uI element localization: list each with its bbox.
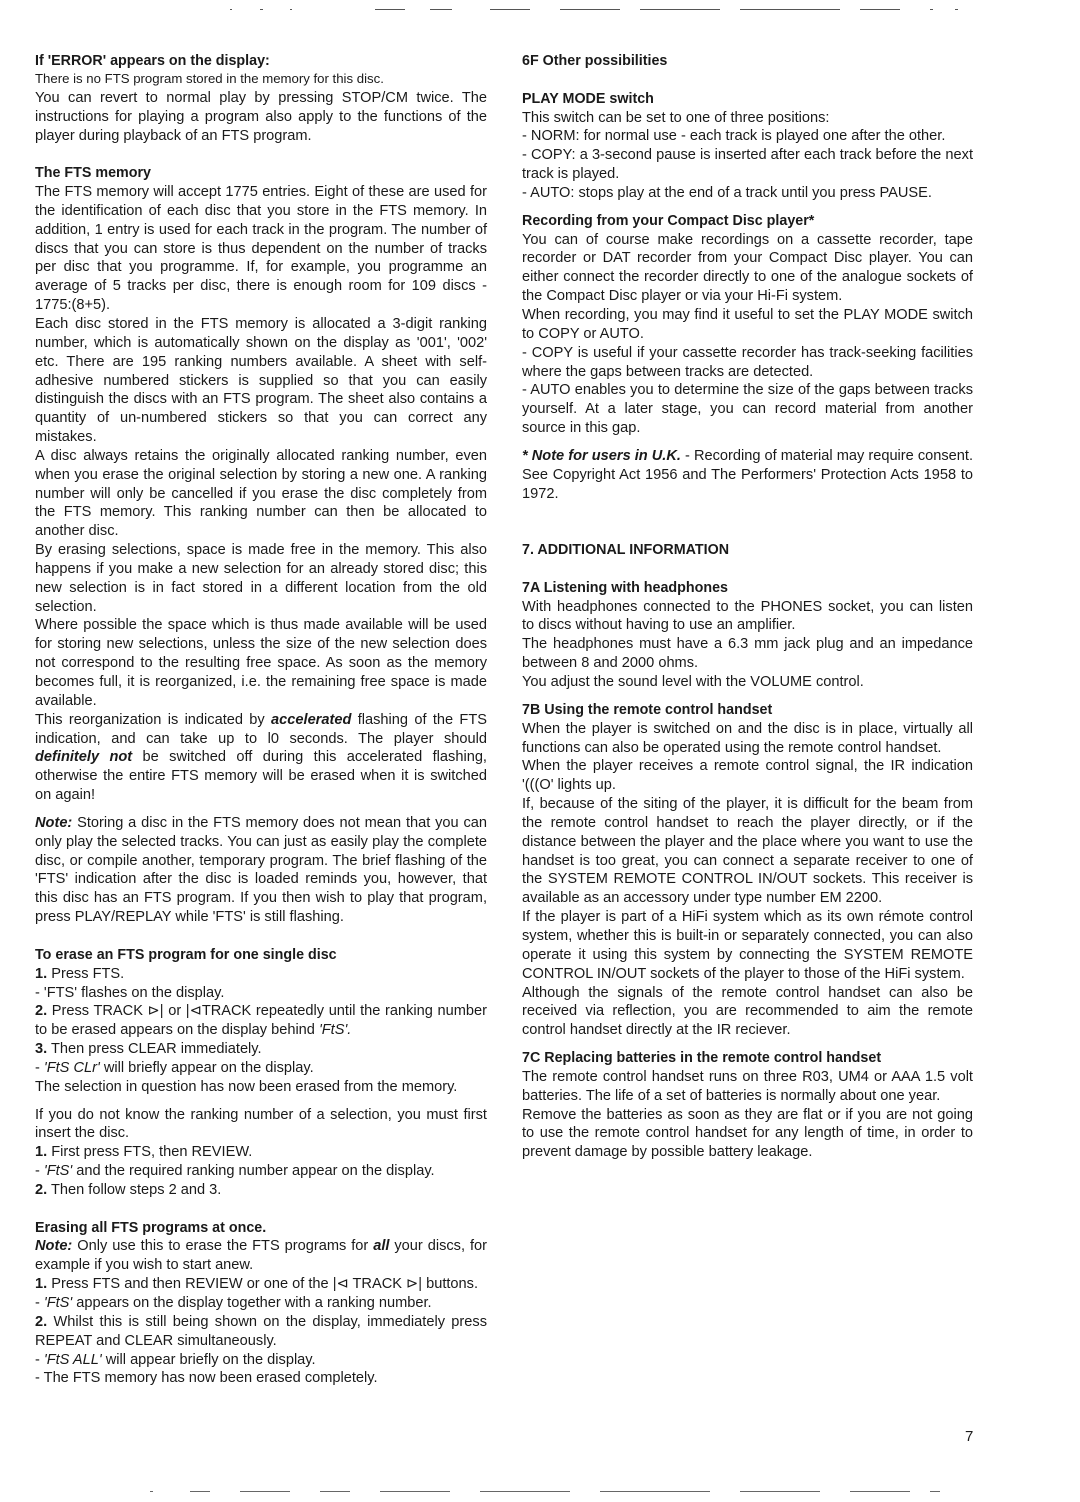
section-7b-heading: 7B Using the remote control handset (522, 701, 773, 718)
recording-paragraph-4: - AUTO enables you to determine the size of the gaps between tracks yourself. At a later stage, you can record material from another source in this gap. (522, 382, 973, 437)
remote-paragraph-4: If the player is part of a HiFi system which as its own rémote control system, whether this is built-in or separately connected, you can also operate it using this system by connecting the SYSTEM REMOTE CONTROL IN/OUT sockets of the player to those of the HiFi system. (522, 909, 973, 982)
memory-paragraph-4: By erasing selections, space is made free in the memory. This also happens if you make a new selection for an already stored disc; this new selection is in fact stored in a different location from the old selection. (35, 542, 487, 615)
right-column (522, 52, 973, 1162)
headphones-paragraph-1: With headphones connected to the PHONES socket, you can listen to discs without having to use an amplifier. (522, 598, 973, 634)
play-mode-intro: This switch can be set to one of three positions: (522, 109, 830, 126)
erase-all-step-1-sub: - 'FtS' appears on the display together with a ranking number. (35, 1295, 432, 1311)
erase-done: The selection in question has now been erased from the memory. (35, 1078, 458, 1095)
erase-step-2: 2. Press TRACK ⊳| or |⊲TRACK repeatedly until the ranking number to be erased appears on the display behind 'FtS'. (35, 1003, 487, 1039)
erase-all-note: Note: Only use this to erase the FTS programs for all your discs, for example if you wish to start anew. (35, 1238, 487, 1274)
recording-paragraph-2: When recording, you may find it useful to set the PLAY MODE switch to COPY or AUTO. (522, 306, 973, 342)
section-6f-heading: 6F Other possibilities (522, 53, 668, 69)
play-mode-heading: PLAY MODE switch (522, 90, 654, 107)
scan-artifact-top (230, 8, 970, 11)
headphones-paragraph-2: The headphones must have a 6.3 mm jack plug and an impedance between 8 and 2000 ohms. (522, 636, 973, 672)
unknown-step-2: 2. Then follow steps 2 and 3. (35, 1181, 222, 1198)
note-paragraph: Note: Storing a disc in the FTS memory does not mean that you can only play the selected tracks. You can just as easily play the complete disc, or compile another, temporary program. The brief flashing of the 'FTS' indication after the disc is loaded reminds you, however, that this disc has an FTS program. If you then wish to play that program, press PLAY/REPLAY while 'FTS' is still flashing. (35, 814, 487, 926)
erase-step-1-sub: - 'FTS' flashes on the display. (35, 984, 225, 1001)
fts-memory-heading: The FTS memory (35, 165, 151, 182)
remote-paragraph-2: When the player receives a remote control signal, the IR indication '(((O' lights up. (522, 758, 973, 794)
memory-paragraph-2: Each disc stored in the FTS memory is allocated a 3-digit ranking number, which is automatically shown on the display as '001', '002' etc. There are 195 ranking numbers available. A sheet with self-adhesive numbered stickers is supplied so that you can easily distinguish the discs with an FTS program. The sheet also contains a quantity of un-numbered stickers so that you can correct any mistakes. (35, 315, 487, 446)
section-7a-heading: 7A Listening with headphones (522, 579, 728, 596)
unknown-ranking-paragraph: If you do not know the ranking number of a selection, you must first insert the disc. (35, 1106, 487, 1142)
scan-artifact-bottom (150, 1490, 950, 1493)
recording-heading: Recording from your Compact Disc player* (522, 212, 815, 229)
unknown-step-1-sub: - 'FtS' and the required ranking number appear on the display. (35, 1163, 435, 1180)
page-number: 7 (965, 1428, 974, 1445)
memory-paragraph-1: The FTS memory will accept 1775 entries. Eight of these are used for the identification of each disc that you store in the FTS memory. In addition, 1 entry is used for each track in the program. The number of discs that you can store is thus dependent on the number of tracks per disc that you programme. If, for example, you programme an average of 5 tracks per disc, there is enough room for 109 discs - 1775:(8+5). (35, 184, 487, 314)
batteries-paragraph-1: The remote control handset runs on three R03, UM4 or AAA 1.5 volt batteries. The life of a set of batteries is normally about one year. (522, 1068, 973, 1104)
erase-all-step-2: 2. Whilst this is still being shown on the display, immediately press REPEAT and CLEAR simultaneously. (35, 1313, 487, 1349)
erase-step-1: 1. Press FTS. (35, 965, 125, 982)
error-subtext: There is no FTS program stored in the memory for this disc. (35, 70, 384, 86)
recording-paragraph-1: You can of course make recordings on a cassette recorder, tape recorder or DAT recorder from your Compact Disc player. You can either connect the recorder directly to one of the analogue sockets of the Compact Disc player or via your Hi-Fi system. (522, 231, 973, 305)
memory-paragraph-3: A disc always retains the originally allocated ranking number, even when you erase the original selection by storing a new one. A ranking number will only be cancelled if you erase the disc completely from the FTS memory. This ranking number can then be allocated to another disc. (35, 447, 487, 540)
erase-all-heading: Erasing all FTS programs at once. (35, 1219, 267, 1236)
erase-step-3-sub: - 'FtS CLr' will briefly appear on the display. (35, 1059, 314, 1076)
erase-step-3: 3. Then press CLEAR immediately. (35, 1041, 262, 1058)
remote-paragraph-3: If, because of the siting of the player, it is difficult for the beam from the remote control handset to reach the player directly, or if the distance between the player and the place where you want to use the handset is too great, you can connect a separate receiver to one of the SYSTEM REMOTE CONTROL IN/OUT sockets. This receiver is available as an accessory under type number EM 2200. (522, 796, 973, 907)
erase-one-heading: To erase an FTS program for one single disc (35, 946, 337, 963)
play-mode-copy: - COPY: a 3-second pause is inserted after each track before the next track is played. (522, 147, 973, 183)
headphones-paragraph-3: You adjust the sound level with the VOLUME control. (522, 674, 864, 690)
uk-note: * Note for users in U.K. - Recording of material may require consent. See Copyright Act 1956 and The Performers' Protection Acts 1958 to 1972. (522, 447, 973, 502)
recording-paragraph-3: - COPY is useful if your cassette recorder has track-seeking facilities where the gaps between tracks are detected. (522, 344, 973, 380)
erase-all-done: - The FTS memory has now been erased completely. (35, 1370, 378, 1387)
section-7-heading: 7. ADDITIONAL INFORMATION (522, 542, 730, 559)
erase-all-step-1: 1. Press FTS and then REVIEW or one of the |⊲ TRACK ⊳| buttons. (35, 1276, 479, 1293)
remote-paragraph-1: When the player is switched on and the disc is in place, virtually all functions can also be operated using the remote control handset. (522, 720, 973, 756)
revert-paragraph: You can revert to normal play by pressing STOP/CM twice. The instructions for playing a program also apply to the functions of the player during playback of an FTS program. (35, 89, 487, 144)
remote-paragraph-5: Although the signals of the remote control handset can also be received via reflection, you are recommended to aim the remote control handset directly at the IR reciever. (522, 984, 973, 1039)
unknown-step-1: 1. First press FTS, then REVIEW. (35, 1144, 253, 1161)
erase-all-step-2-sub: - 'FtS ALL' will appear briefly on the display. (35, 1351, 316, 1368)
batteries-paragraph-2: Remove the batteries as soon as they are flat or if you are not going to use the remote control handset for any length of time, in order to prevent damage by possible battery leakage. (522, 1106, 973, 1161)
play-mode-auto: - AUTO: stops play at the end of a track until you press PAUSE. (522, 184, 932, 201)
section-7c-heading: 7C Replacing batteries in the remote control handset (522, 1050, 882, 1067)
play-mode-norm: - NORM: for normal use - each track is played one after the other. (522, 128, 946, 145)
memory-paragraph-5: Where possible the space which is thus made available will be used for storing new selections, unless the size of the new selection does not correspond to the resulting free space. As soon as the memory becomes full, it is reorganized, i.e. the remaining free space is made available. (35, 617, 487, 709)
memory-paragraph-6: This reorganization is indicated by accelerated flashing of the FTS indication, and can take up to l0 seconds. The player should definitely not be switched off during this accelerated flashing, otherwise the entire FTS memory will be erased when it is switched on again! (35, 711, 487, 804)
error-heading: If 'ERROR' appears on the display: (35, 53, 270, 69)
left-column (35, 52, 487, 1388)
